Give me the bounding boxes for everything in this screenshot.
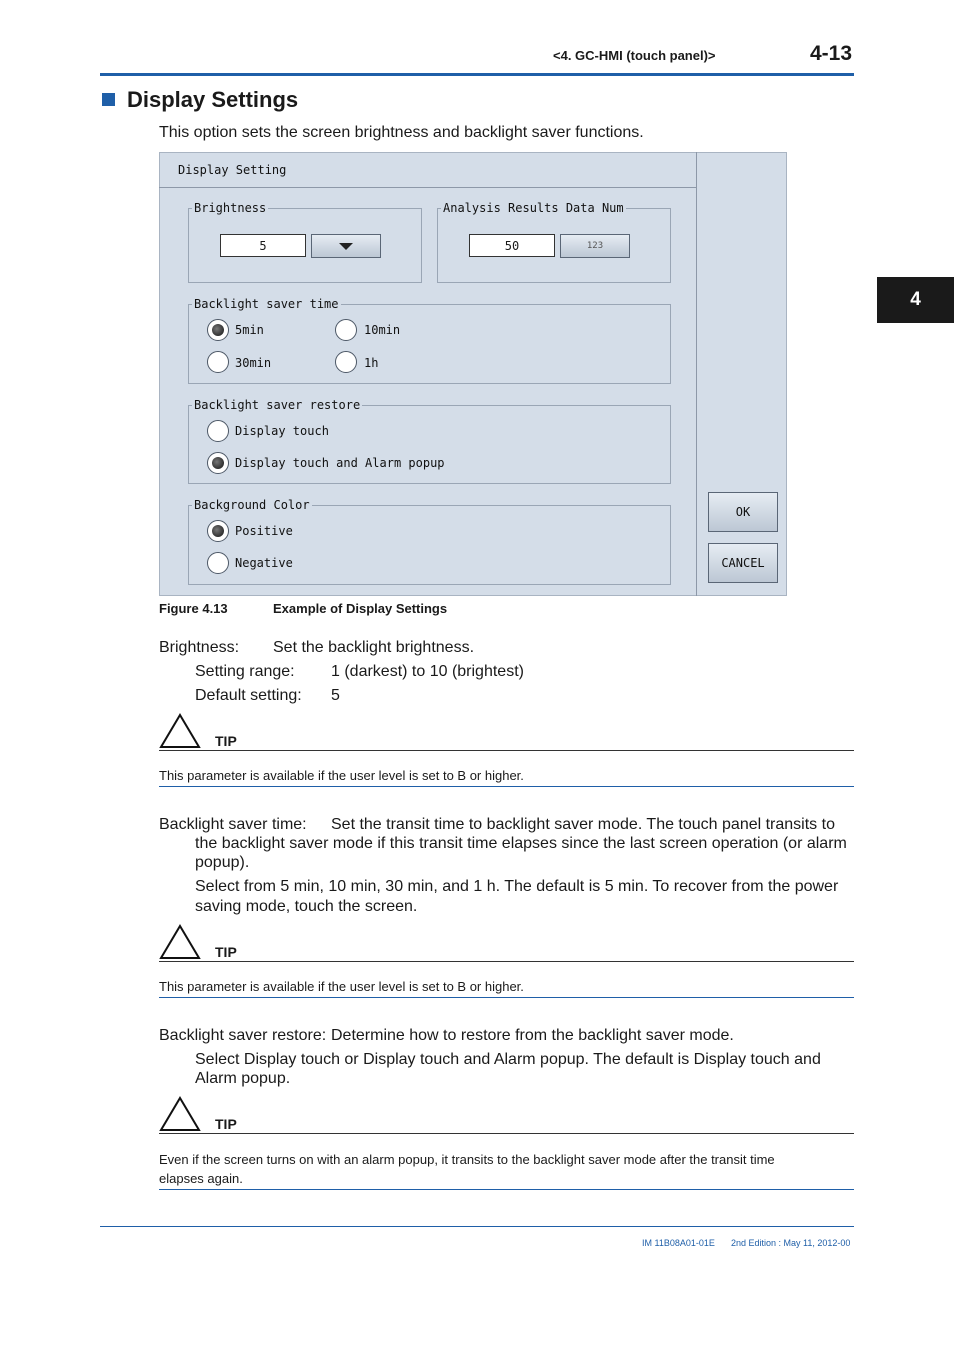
tip-top-rule — [159, 961, 854, 962]
screen-title: Display Setting — [178, 163, 287, 177]
brightness-def: Set the backlight brightness. — [273, 639, 475, 656]
radio-display-touch-alarm-label: Display touch and Alarm popup — [235, 456, 445, 470]
ok-button[interactable]: OK — [708, 492, 778, 532]
saver-restore-line3: Alarm popup. — [195, 1070, 291, 1087]
figure-number: Figure 4.13 — [159, 601, 228, 616]
saver-restore-legend: Backlight saver restore — [194, 398, 361, 412]
saver-time-line1: Set the transit time to backlight saver mode. The touch panel transits to — [331, 816, 835, 833]
cancel-button[interactable]: CANCEL — [708, 543, 778, 583]
radio-5min-label: 5min — [235, 323, 264, 337]
page-number: 4-13 — [810, 42, 853, 65]
saver-time-legend: Backlight saver time — [194, 297, 339, 311]
panel-divider — [696, 152, 697, 596]
header-rule — [100, 73, 854, 76]
saver-time-term: Backlight saver time: — [159, 816, 307, 833]
radio-display-touch-label: Display touch — [235, 424, 329, 438]
radio-5min[interactable] — [207, 319, 229, 341]
tip-triangle-icon — [159, 1096, 201, 1132]
radio-display-touch[interactable] — [207, 420, 229, 442]
saver-restore-line2: Select Display touch or Display touch and Alarm popup. The default is Display touch and — [195, 1051, 821, 1068]
bg-color-group — [188, 505, 671, 585]
saver-restore-group — [188, 405, 671, 484]
document-number: IM 11B08A01-01E — [642, 1238, 715, 1248]
brightness-legend: Brightness — [194, 201, 267, 215]
bg-color-legend: Background Color — [194, 498, 310, 512]
saver-time-line2: the backlight saver mode if this transit time elapses since the last screen operation (or alarm — [195, 835, 847, 852]
radio-negative-label: Negative — [235, 556, 293, 570]
tip-text-line1: Even if the screen turns on with an alarm popup, it transits to the backlight saver mode after the transit time — [159, 1152, 775, 1167]
tip-label: TIP — [215, 1116, 237, 1132]
tip-text-line2: elapses again. — [159, 1171, 243, 1186]
tip-label: TIP — [215, 944, 237, 960]
saver-time-line4: Select from 5 min, 10 min, 30 min, and 1 h. The default is 5 min. To recover from the power — [195, 878, 839, 895]
radio-10min-label: 10min — [364, 323, 401, 337]
tip-triangle-icon — [159, 713, 201, 749]
range-value: 1 (darkest) to 10 (brightest) — [331, 663, 524, 680]
tip-text: This parameter is available if the user level is set to B or higher. — [159, 979, 524, 994]
default-value: 5 — [331, 687, 340, 704]
saver-restore-line1: Determine how to restore from the backlight saver mode. — [331, 1027, 734, 1044]
section-bullet-icon — [102, 93, 115, 106]
tip-triangle-icon — [159, 924, 201, 960]
radio-30min[interactable] — [207, 351, 229, 373]
tip-bottom-rule — [159, 997, 854, 998]
tip-text: This parameter is available if the user level is set to B or higher. — [159, 768, 524, 783]
brightness-term: Brightness: — [159, 639, 240, 656]
saver-restore-term: Backlight saver restore: — [159, 1027, 327, 1044]
saver-time-line5: saving mode, touch the screen. — [195, 898, 418, 915]
tip-bottom-rule — [159, 786, 854, 787]
analysis-field[interactable]: 50 — [469, 234, 555, 257]
radio-1h-label: 1h — [364, 356, 379, 370]
panel-title-divider — [159, 187, 697, 188]
tip-label: TIP — [215, 733, 237, 749]
tip-top-rule — [159, 750, 854, 751]
chapter-tab: 4 — [877, 277, 954, 323]
radio-1h[interactable] — [335, 351, 357, 373]
range-label: Setting range: — [195, 663, 295, 680]
radio-positive-label: Positive — [235, 524, 293, 538]
section-intro: This option sets the screen brightness and backlight saver functions. — [159, 124, 644, 141]
figure-caption: Example of Display Settings — [273, 601, 448, 616]
tip-bottom-rule — [159, 1189, 854, 1190]
brightness-dropdown-button[interactable] — [311, 234, 381, 258]
saver-time-group — [188, 304, 671, 384]
brightness-field[interactable]: 5 — [220, 234, 306, 257]
edition-info: 2nd Edition : May 11, 2012-00 — [731, 1238, 851, 1248]
default-label: Default setting: — [195, 687, 302, 704]
radio-display-touch-alarm[interactable] — [207, 452, 229, 474]
section-title: Display Settings — [127, 87, 299, 112]
radio-10min[interactable] — [335, 319, 357, 341]
chevron-down-icon — [339, 243, 353, 250]
numeric-keypad-button[interactable]: 123 — [560, 234, 630, 258]
chapter-header: <4. GC-HMI (touch panel)> — [553, 48, 716, 63]
radio-negative[interactable] — [207, 552, 229, 574]
radio-30min-label: 30min — [235, 356, 272, 370]
radio-positive[interactable] — [207, 520, 229, 542]
tip-top-rule — [159, 1133, 854, 1134]
saver-time-line3: popup). — [195, 854, 250, 871]
footer-rule — [100, 1226, 854, 1227]
analysis-legend: Analysis Results Data Num — [443, 201, 624, 215]
